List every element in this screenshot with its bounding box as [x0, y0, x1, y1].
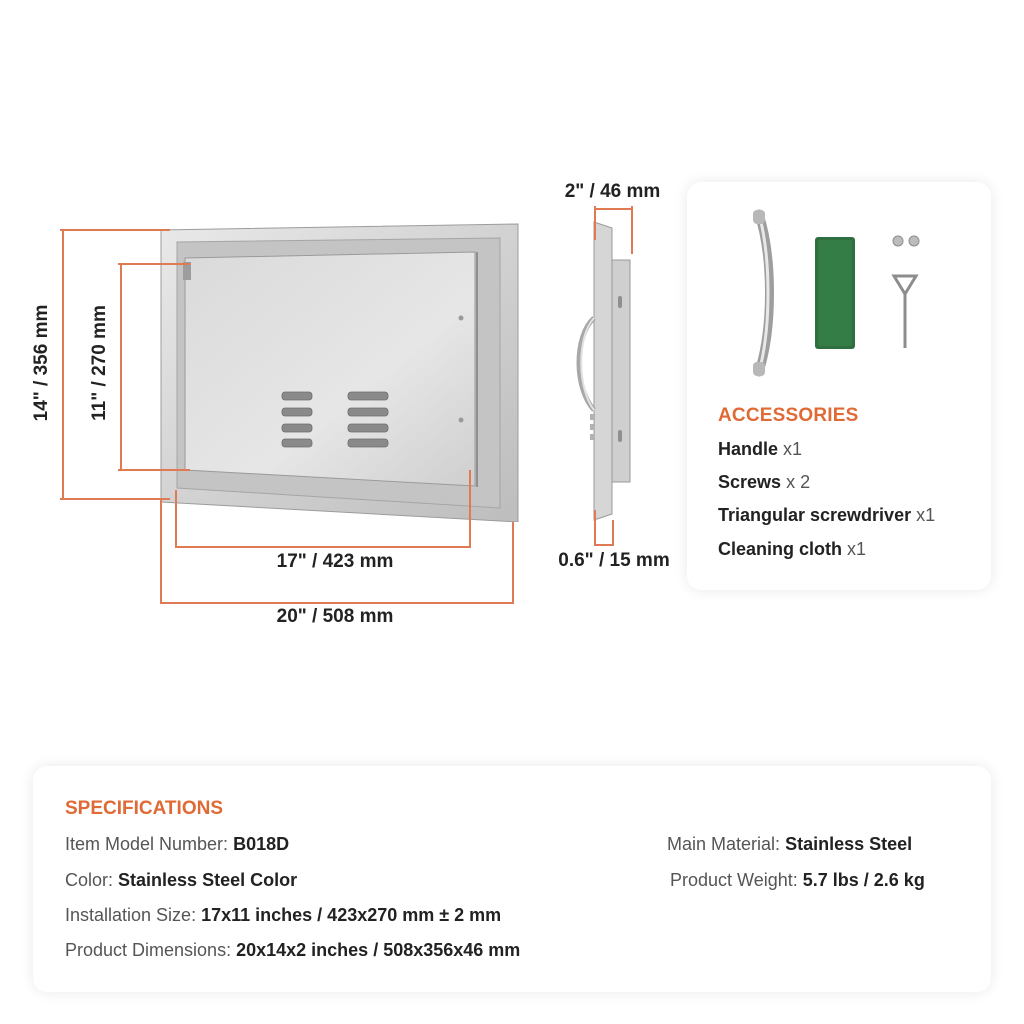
accessory-item	[718, 539, 866, 560]
dim-line-depth-top-right	[631, 206, 633, 254]
dim-line-inner-width	[175, 546, 470, 548]
accessory-name: Cleaning cloth	[718, 539, 843, 559]
spec-installation-size	[65, 905, 501, 926]
dim-line-depth-bottom-left	[594, 510, 596, 546]
label-inner-width: 17" / 423 mm	[276, 551, 394, 572]
dim-line-outer-width-left	[160, 500, 162, 604]
accessory-qty: x1	[783, 439, 803, 459]
dim-line-outer-width	[160, 602, 513, 604]
dim-line-depth-top-left	[594, 206, 596, 240]
spec-label: Main Material:	[667, 834, 781, 854]
spec-label: Product Weight:	[670, 870, 798, 890]
spec-value: Stainless Steel Color	[118, 870, 298, 890]
label-depth-top: 2" / 46 mm	[564, 181, 661, 202]
accessory-name: Handle	[718, 439, 779, 459]
dim-line-depth-top	[594, 208, 632, 210]
dim-line-inner-width-left	[175, 490, 177, 548]
dim-line-inner-width-right	[469, 470, 471, 548]
spec-label: Product Dimensions:	[65, 940, 232, 960]
spec-color	[65, 870, 297, 891]
spec-main-material	[667, 834, 912, 855]
spec-product-weight	[670, 870, 925, 891]
label-depth-bottom: 0.6" / 15 mm	[558, 550, 670, 571]
accessory-qty: x1	[916, 505, 936, 525]
spec-value: B018D	[233, 834, 290, 854]
dim-line-outer-height-top	[60, 229, 170, 231]
spec-label: Installation Size:	[65, 905, 197, 925]
screwdriver-image	[890, 272, 920, 352]
spec-label: Item Model Number:	[65, 834, 229, 854]
label-outer-width: 20" / 508 mm	[276, 606, 394, 627]
spec-value: 17x11 inches / 423x270 mm ± 2 mm	[201, 905, 502, 925]
spec-model-number	[65, 834, 289, 855]
accessory-item	[718, 505, 935, 526]
dim-line-inner-height-top	[118, 263, 190, 265]
dim-line-outer-width-right	[512, 522, 514, 604]
spec-product-dimensions	[65, 940, 520, 961]
dim-line-outer-height-bottom	[60, 498, 170, 500]
handle-accessory-image	[745, 208, 785, 378]
accessory-item	[718, 439, 802, 460]
screws-image	[888, 232, 924, 250]
spec-value: 20x14x2 inches / 508x356x46 mm	[236, 940, 521, 960]
specifications-title: SPECIFICATIONS	[65, 798, 223, 819]
dim-line-depth-bottom-right	[612, 520, 614, 546]
spec-value: 5.7 lbs / 2.6 kg	[802, 870, 925, 890]
accessory-name: Screws	[718, 472, 782, 492]
cleaning-cloth-image	[814, 236, 856, 350]
accessory-qty: x 2	[786, 472, 811, 492]
dim-line-inner-height	[120, 263, 122, 470]
dim-line-inner-height-bottom	[118, 469, 190, 471]
dim-line-outer-height	[62, 229, 64, 499]
accessory-name: Triangular screwdriver	[718, 505, 912, 525]
label-outer-height: 14" / 356 mm	[31, 304, 52, 422]
accessory-item	[718, 472, 810, 493]
door-side-illustration	[568, 218, 638, 528]
accessory-qty: x1	[847, 539, 867, 559]
label-inner-height: 11" / 270 mm	[89, 305, 110, 421]
dim-line-depth-bottom	[594, 544, 613, 546]
accessories-title: ACCESSORIES	[718, 405, 859, 426]
spec-value: Stainless Steel	[785, 834, 913, 854]
spec-label: Color:	[65, 870, 114, 890]
